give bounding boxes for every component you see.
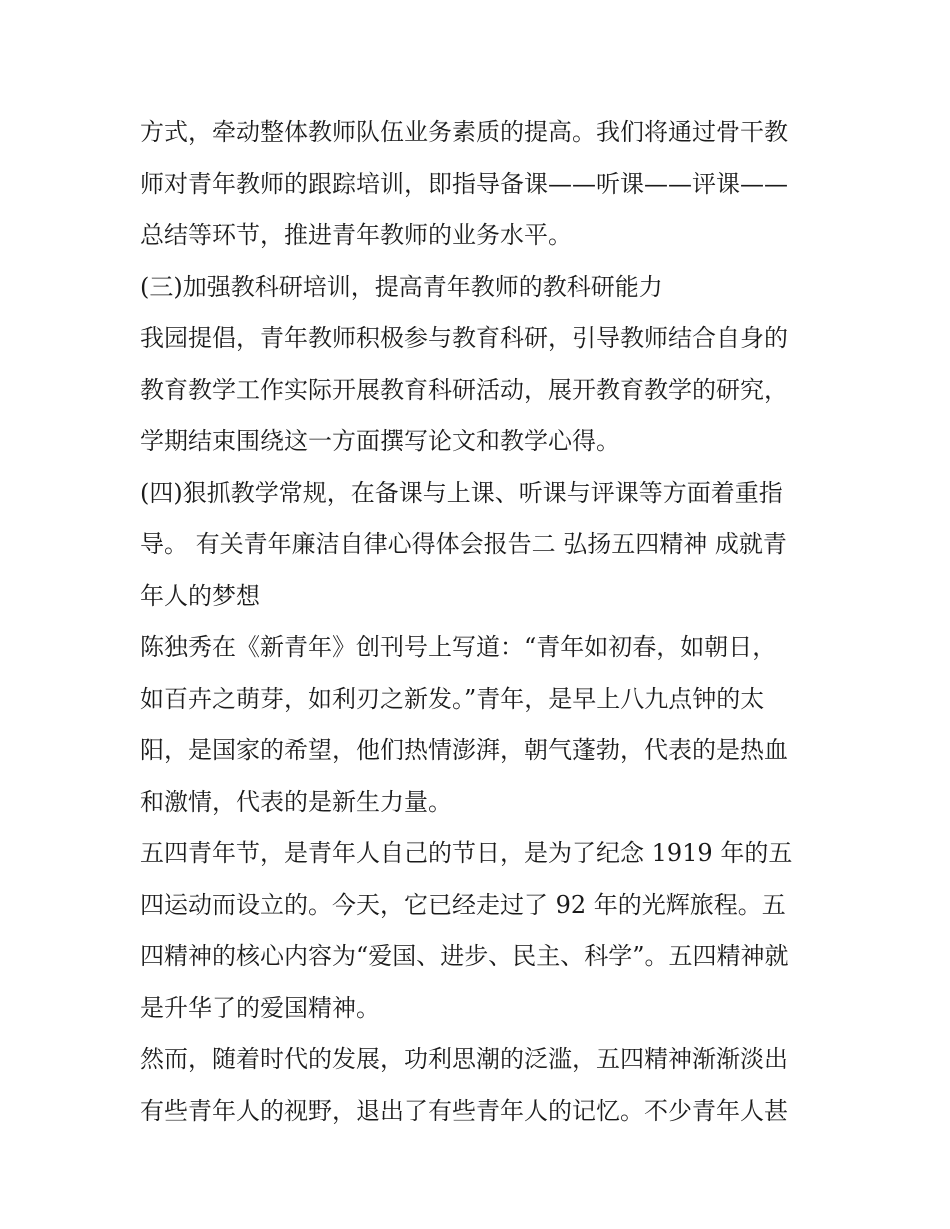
text-line: 总结等环节，推进青年教师的业务水平。 [140,221,572,249]
text-line: 陈独秀在《新青年》创刊号上写道：“青年如初春，如朝日， [140,633,777,661]
text-line: 如百卉之萌芽，如利刃之新发。”青年，是早上八九点钟的太 [140,684,765,713]
text-line: 教育教学工作实际开展教育科研活动，展开教育教学的研究， [140,375,788,404]
text-line: 和激情，代表的是新生力量。 [140,787,452,816]
text-line: 年人的梦想 [140,581,260,610]
text-line: 学期结束围绕这一方面撰写论文和教学心得。 [140,427,620,455]
text-line: 导。 有关青年廉洁自律心得体会报告二 弘扬五四精神 成就青 [140,530,787,558]
text-line: 是升华了的爱国精神。 [140,993,380,1022]
text-line: 阳，是国家的希望，他们热情澎湃，朝气蓬勃，代表的是热血 [140,736,788,764]
text-line: 四运动而设立的。今天，它已经走过了 92 年的光辉旅程。五 [140,890,786,919]
text-line: 方式，牵动整体教师队伍业务素质的提高。我们将通过骨干教 [140,118,788,146]
section-heading-three: (三)加强教科研培训，提高青年教师的教科研能力 [140,272,663,301]
text-line: 五四青年节，是青年人自己的节日，是为了纪念 1919 年的五 [140,839,793,867]
text-line: 四精神的核心内容为“爱国、进步、民主、科学”。五四精神就 [140,942,789,970]
text-line: 师对青年教师的跟踪培训，即指导备课——听课——评课—— [140,169,788,198]
text-line: 然而，随着时代的发展，功利思潮的泛滥，五四精神渐渐淡出 [140,1045,788,1073]
body-text [140,107,820,1137]
section-heading-four: (四)狠抓教学常规，在备课与上课、听课与评课等方面着重指 [140,478,783,507]
text-line: 我园提倡，青年教师积极参与教育科研，引导教师结合自身的 [140,324,788,352]
text-line: 有些青年人的视野，退出了有些青年人的记忆。不少青年人甚 [140,1096,788,1125]
